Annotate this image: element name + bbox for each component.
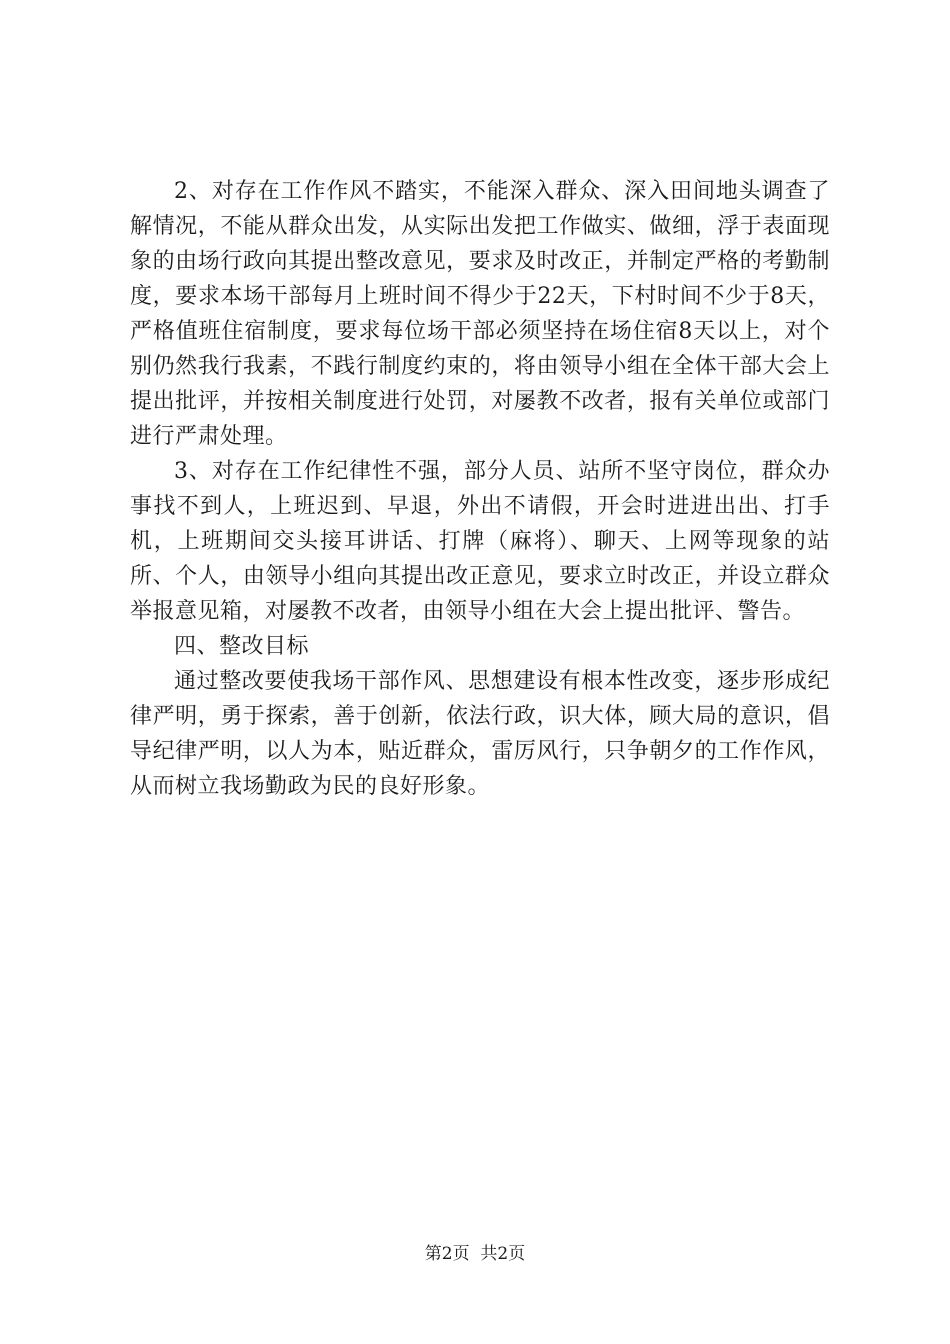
section-heading-rectification-goals: 四、整改目标 <box>174 634 310 659</box>
paragraph-item-2-discipline-attendance: 2、对存在工作作风不踏实，不能深入群众、深入田间地头调查了解情况，不能从群众出发，从实际出发把工作做实、做细，浮于表面现象的由场行政向其提出整改意见，要求及时改正，并制定严格的考勤制度，要求本场干部每月上班时间不得少于22天，下村时间不少于8天，严格值班住宿制度，要求每位场干部必须坚持在场住宿8天以上，对个别仍然我行我素，不践行制度约束的，将由领导小组在全体干部大会上提出批评，并按相关制度进行处罚，对屡教不改者，报有关单位或部门进行严肃处理。 <box>130 179 830 449</box>
paragraph-rectification-goals: 通过整改要使我场干部作风、思想建设有根本性改变，逐步形成纪律严明，勇于探索，善于创新，依法行政，识大体，顾大局的意识，倡导纪律严明，以人为本，贴近群众，雷厉风行，只争朝夕的工作作风，从而树立我场勤政为民的良好形象。 <box>130 669 830 799</box>
page-number-label: 第2页 共2页 <box>424 1244 526 1264</box>
page-footer <box>0 1243 950 1265</box>
paragraph-item-3-work-discipline: 3、对存在工作纪律性不强，部分人员、站所不坚守岗位，群众办事找不到人，上班迟到、早退，外出不请假，开会时进进出出、打手机，上班期间交头接耳讲话、打牌（麻将）、聊天、上网等现象的站所、个人，由领导小组向其提出改正意见，要求立时改正，并设立群众举报意见箱，对屡教不改者，由领导小组在大会上提出批评、警告。 <box>130 459 830 624</box>
document-body <box>130 174 830 804</box>
